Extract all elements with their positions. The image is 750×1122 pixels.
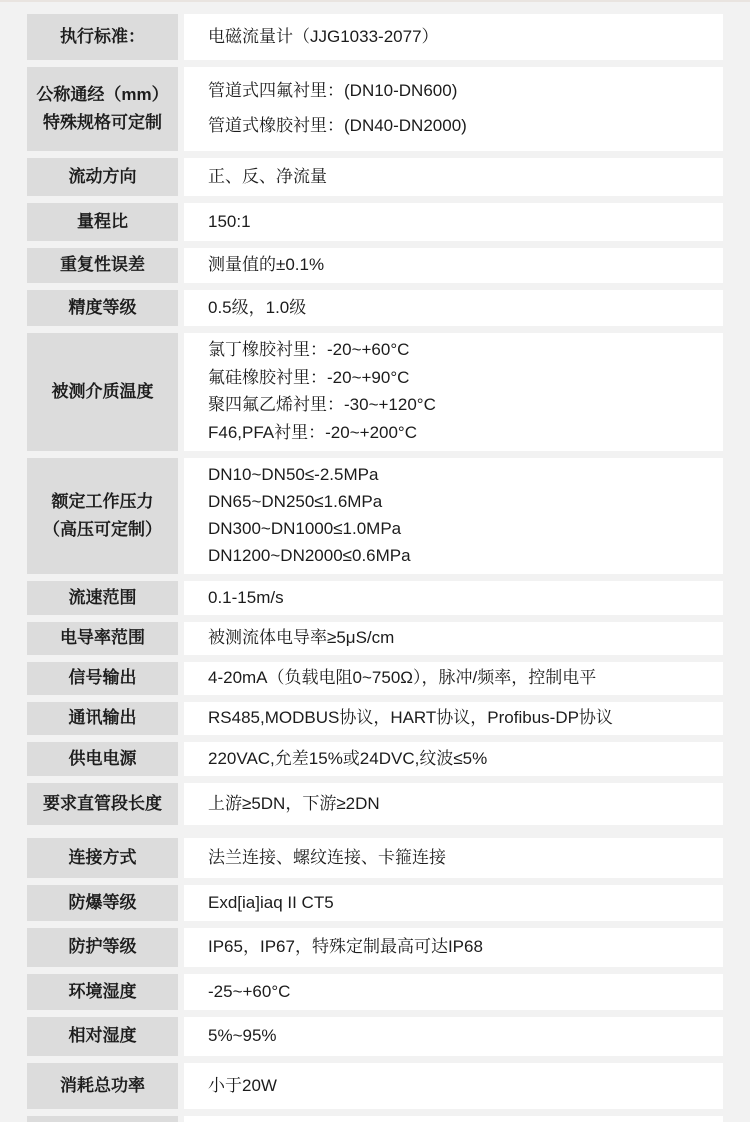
spec-label-text: 环境湿度 <box>68 981 137 1001</box>
spec-value-text: DN10~DN50≤-2.5MPa <box>208 465 379 485</box>
spec-label-text: 重复性误差 <box>60 255 145 275</box>
table-row <box>27 67 723 151</box>
table-row <box>27 885 723 921</box>
spec-value <box>184 974 723 1010</box>
spec-label-text-line2: （高压可定制） <box>43 520 162 539</box>
spec-label <box>27 203 178 241</box>
spec-label <box>27 67 178 151</box>
spec-label <box>27 458 178 574</box>
spec-value-text: -25~+60°C <box>208 981 291 1001</box>
spec-value-text: 4-20mA（负载电阻0~750Ω），脉冲/频率，控制电平 <box>208 668 597 688</box>
spec-value <box>184 203 723 241</box>
spec-label-text: 供电电源 <box>68 748 137 768</box>
spec-value-text: DN300~DN1000≤1.0MPa <box>208 519 402 539</box>
spec-value <box>184 622 723 655</box>
spec-label-text: 流动方向 <box>68 166 137 186</box>
spec-value-text: 氯丁橡胶衬里：-20~+60°C <box>208 340 410 360</box>
spec-label <box>27 742 178 776</box>
spec-value <box>184 885 723 921</box>
spec-label-text: 信号输出 <box>68 668 137 688</box>
spec-value-text: 法兰连接、螺纹连接、卡箍连接 <box>208 847 446 867</box>
spec-value-text: 被测流体电导率≥5μS/cm <box>208 628 395 648</box>
spec-label-text: 执行标准： <box>60 26 145 46</box>
spec-label <box>27 885 178 921</box>
spec-value <box>184 838 723 878</box>
spec-value <box>184 581 723 615</box>
spec-value <box>184 662 723 695</box>
table-row <box>27 581 723 615</box>
table-row <box>27 1063 723 1109</box>
table-row <box>27 248 723 283</box>
spec-value <box>184 158 723 196</box>
spec-value <box>184 458 723 574</box>
spec-value-text: 测量值的±0.1% <box>208 255 325 275</box>
table-row <box>27 458 723 574</box>
spec-value <box>184 248 723 283</box>
spec-value <box>184 783 723 825</box>
spec-value <box>184 14 723 60</box>
spec-label <box>27 783 178 825</box>
spec-value-text: DN65~DN250≤1.6MPa <box>208 492 383 512</box>
spec-value-text: 上游≥5DN，下游≥2DN <box>208 793 380 813</box>
spec-value-text: 0.1-15m/s <box>208 587 284 607</box>
spec-label-text: 防爆等级 <box>68 892 137 912</box>
spec-value-text: RS485,MODBUS协议，HART协议，Profibus-DP协议 <box>208 708 613 728</box>
spec-value-text: 小于20W <box>208 1075 277 1095</box>
spec-value-text: IP65，IP67，特殊定制最高可达IP68 <box>208 937 483 957</box>
spec-label <box>27 622 178 655</box>
spec-label-text: 连接方式 <box>68 847 137 867</box>
table-row <box>27 783 723 825</box>
spec-value <box>184 1017 723 1056</box>
spec-value <box>184 290 723 326</box>
spec-value <box>184 928 723 967</box>
spec-value-text: 正、反、净流量 <box>208 166 327 186</box>
table-row <box>27 622 723 655</box>
table-row <box>27 662 723 695</box>
spec-label <box>27 158 178 196</box>
spec-label-text: 被测介质温度 <box>51 381 154 401</box>
spec-label-text: 相对湿度 <box>68 1026 137 1046</box>
spec-label <box>27 1017 178 1056</box>
spec-label-text: 量程比 <box>77 211 128 231</box>
table-row <box>27 158 723 196</box>
spec-label-text-line2: 特殊规格可定制 <box>43 113 162 132</box>
spec-value-text: 5%~95% <box>208 1026 277 1046</box>
table-row <box>27 928 723 967</box>
spec-value-text: 220VAC,允差15%或24DVC,纹波≤5% <box>208 748 488 768</box>
spec-value <box>184 67 723 151</box>
spec-label <box>27 290 178 326</box>
spec-label-text: 流速范围 <box>68 587 137 607</box>
spec-label-text: 通讯输出 <box>68 708 137 728</box>
spec-label <box>27 1063 178 1109</box>
spec-table <box>0 2 750 1122</box>
spec-label <box>27 333 178 451</box>
spec-value-text: DN1200~DN2000≤0.6MPa <box>208 546 411 565</box>
spec-value-text: 电磁流量计（JJG1033-2077） <box>208 26 439 46</box>
spec-label-text: 防护等级 <box>68 937 137 957</box>
spec-value <box>184 742 723 776</box>
spec-value <box>184 702 723 735</box>
spec-value-text: Exd[ia]iaq II CT5 <box>208 892 334 912</box>
spec-value <box>184 1063 723 1109</box>
spec-label <box>27 702 178 735</box>
spec-value-text: 氟硅橡胶衬里：-20~+90°C <box>208 367 410 387</box>
spec-label <box>27 581 178 615</box>
spec-value <box>184 333 723 451</box>
spec-value-text: 聚四氟乙烯衬里：-30~+120°C <box>208 395 436 415</box>
spec-value-text: F46,PFA衬里：-20~+200°C <box>208 422 418 442</box>
spec-label-text: 要求直管段长度 <box>43 793 162 813</box>
spec-value-text: 0.5级，1.0级 <box>208 297 307 317</box>
spec-label <box>27 928 178 967</box>
spec-value-text: 管道式四氟衬里：(DN10-DN600) <box>208 81 458 101</box>
table-row <box>27 14 723 60</box>
table-row <box>27 333 723 451</box>
spec-label-text: 电导率范围 <box>60 628 145 648</box>
table-row <box>27 838 723 878</box>
table-row <box>27 702 723 735</box>
spec-label <box>27 248 178 283</box>
spec-label-text: 公称通经（mm） <box>36 84 169 104</box>
table-row <box>27 742 723 776</box>
spec-label-text: 额定工作压力 <box>51 491 154 511</box>
spec-label-text: 精度等级 <box>68 297 137 317</box>
spec-label <box>27 974 178 1010</box>
table-row <box>27 290 723 326</box>
spec-value-text: 150:1 <box>208 211 251 231</box>
spec-label <box>27 662 178 695</box>
table-row <box>27 1017 723 1056</box>
table-row <box>27 974 723 1010</box>
table-row <box>27 203 723 241</box>
spec-label <box>27 838 178 878</box>
spec-label-text: 消耗总功率 <box>60 1075 145 1095</box>
spec-value-text: 管道式橡胶衬里：(DN40-DN2000) <box>208 115 467 135</box>
spec-label <box>27 14 178 60</box>
